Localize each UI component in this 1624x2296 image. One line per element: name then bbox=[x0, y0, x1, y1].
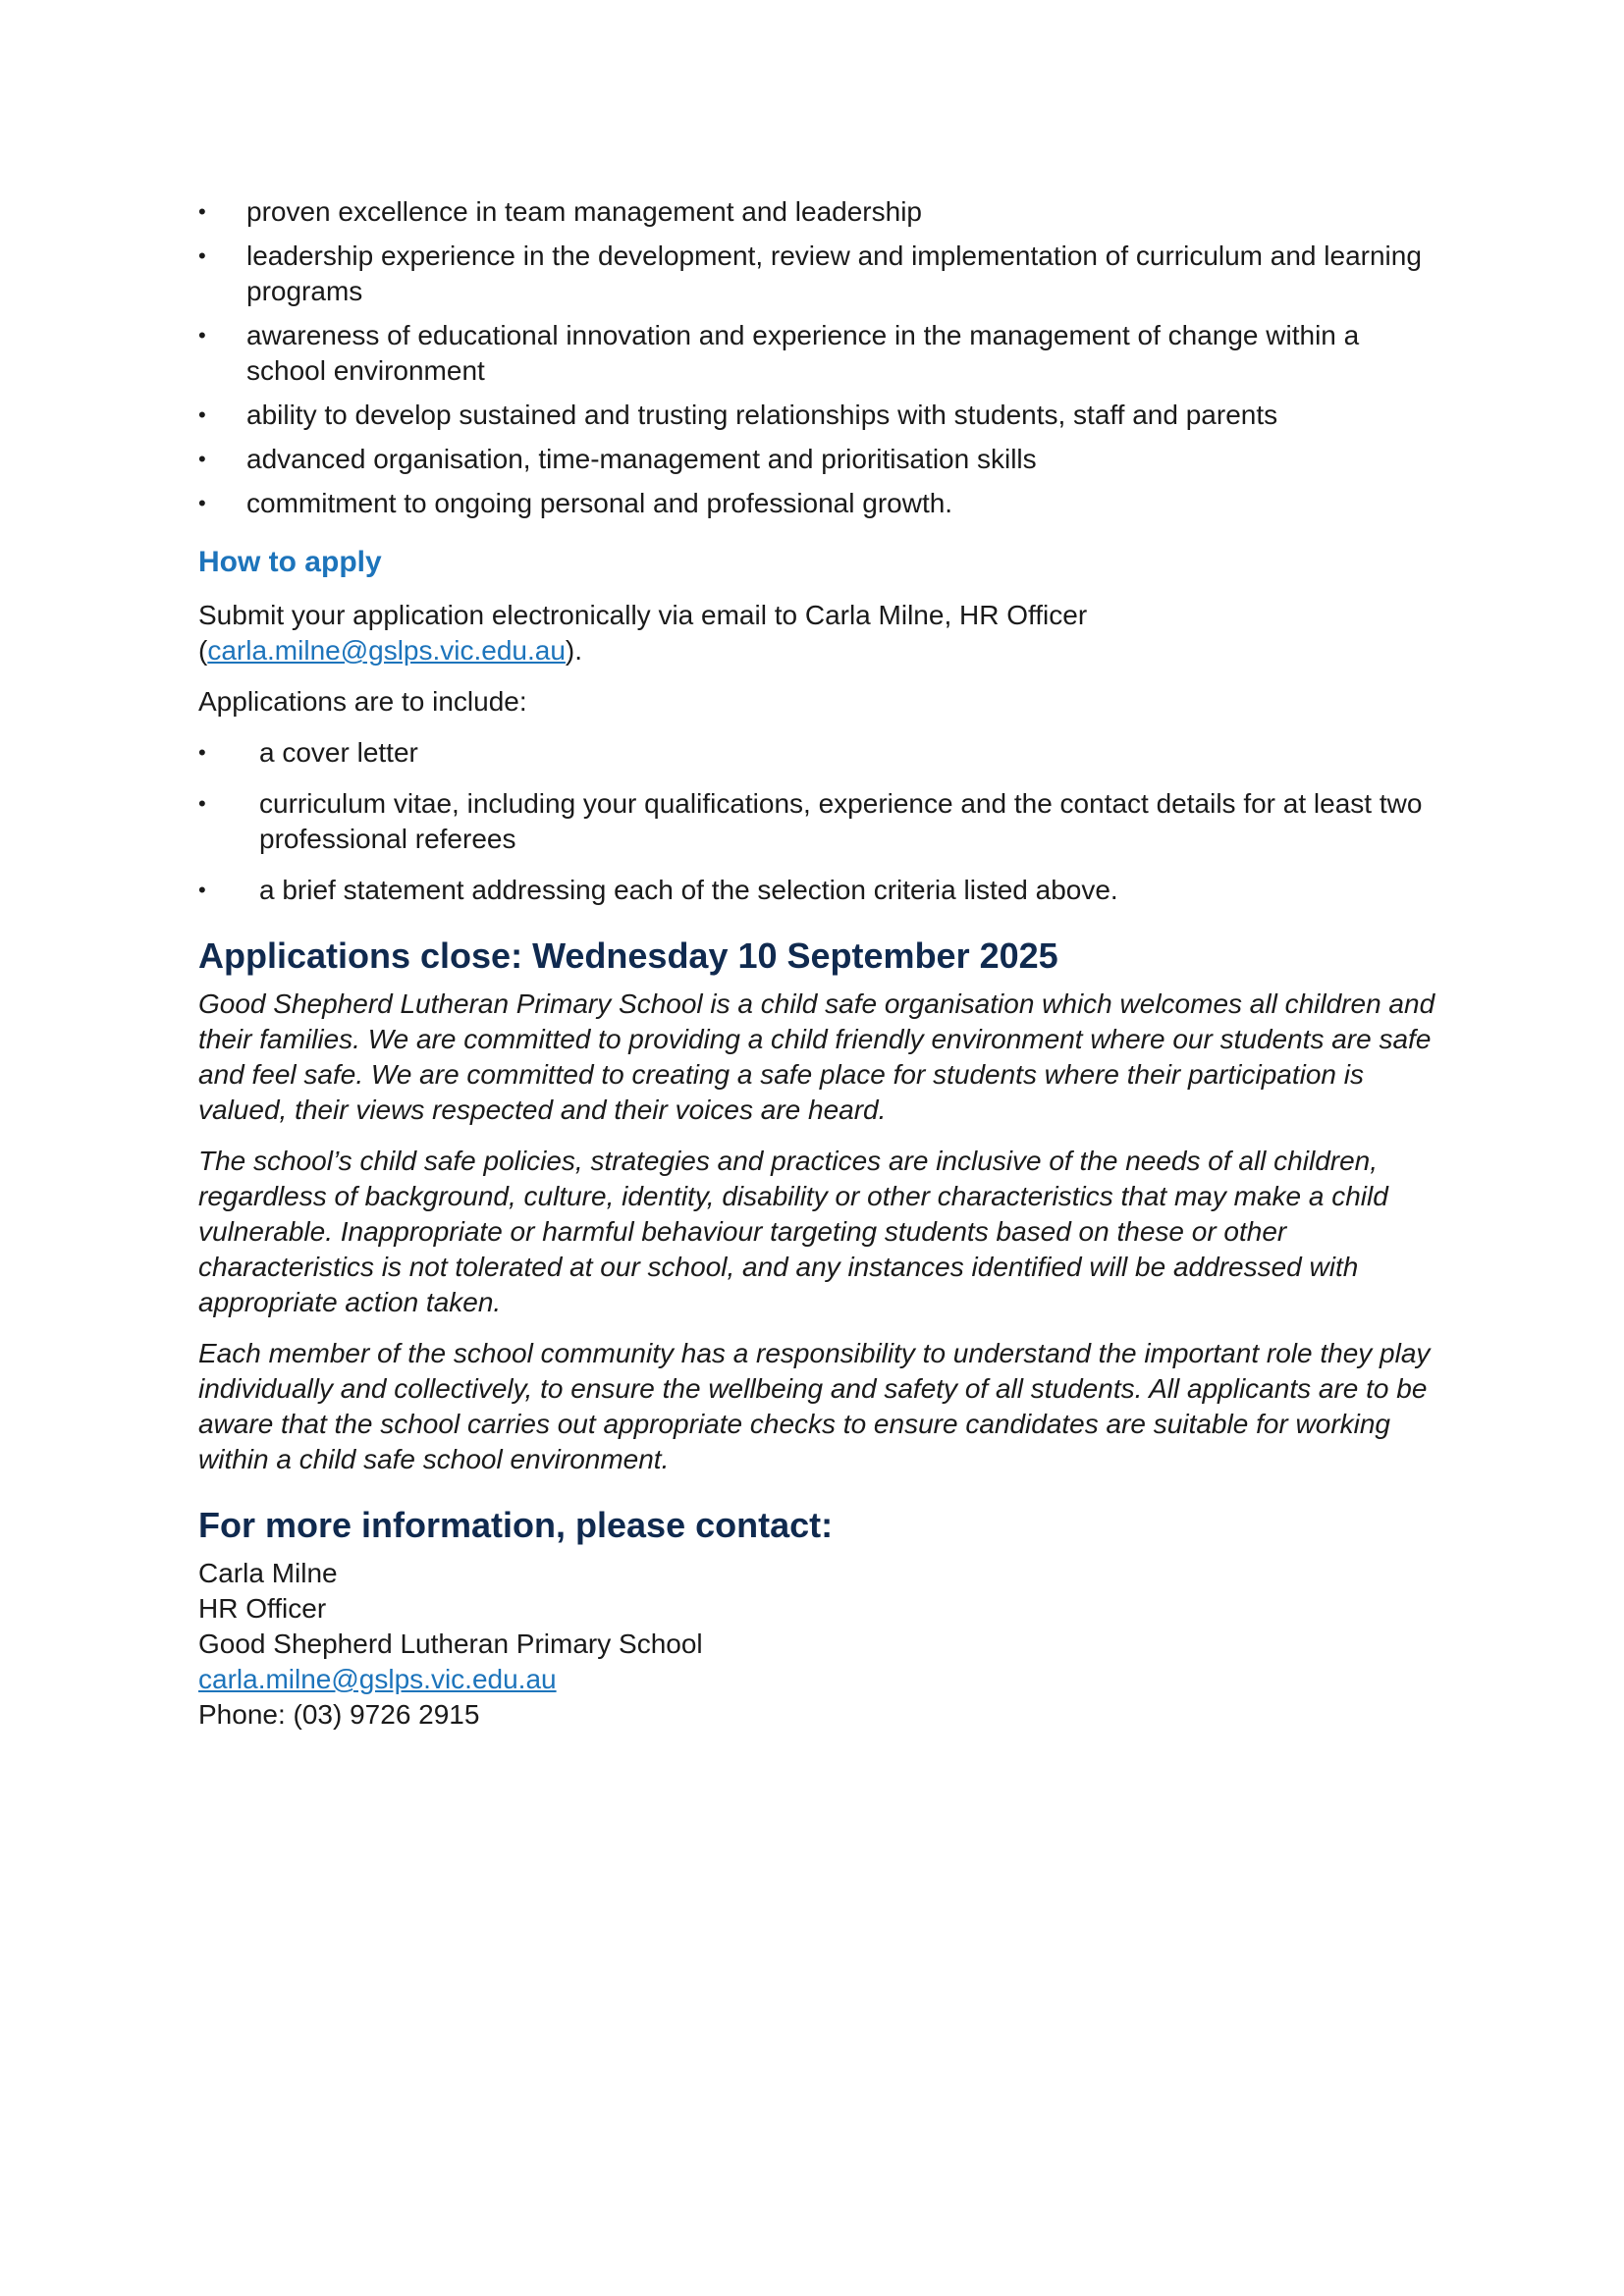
contact-email-link[interactable]: carla.milne@gslps.vic.edu.au bbox=[198, 1664, 557, 1694]
bullet-icon: • bbox=[198, 491, 206, 515]
applications-close-heading: Applications close: Wednesday 10 September 2025 bbox=[198, 935, 1058, 976]
requirement-text: curriculum vitae, including your qualifications, experience and the contact details for at least two professional referees bbox=[259, 788, 1423, 854]
bullet-icon: • bbox=[198, 402, 206, 427]
bullet-icon: • bbox=[198, 447, 206, 471]
contact-phone: Phone: (03) 9726 2915 bbox=[198, 1699, 480, 1730]
hr-email-link[interactable]: carla.milne@gslps.vic.edu.au bbox=[207, 635, 566, 666]
list-item bbox=[198, 442, 1445, 477]
criteria-text: awareness of educational innovation and experience in the management of change within a school environment bbox=[246, 320, 1360, 386]
bullet-icon: • bbox=[198, 740, 206, 765]
list-item bbox=[198, 318, 1445, 389]
document-page bbox=[198, 194, 1445, 1733]
bullet-icon: • bbox=[198, 243, 206, 268]
requirement-text: a brief statement addressing each of the selection criteria listed above. bbox=[259, 875, 1118, 905]
application-requirements-list bbox=[198, 735, 1445, 908]
child-safe-statement-1: Good Shepherd Lutheran Primary School is a child safe organisation which welcomes all children and their families. We are committed to providing a child friendly environment where our students are safe and feel safe. We are committed to creating a safe place for students where their participation is valued, their views respected and their voices are heard. bbox=[198, 988, 1435, 1125]
apply-intro-end: ). bbox=[565, 635, 583, 666]
criteria-text: proven excellence in team management and leadership bbox=[246, 196, 922, 227]
criteria-text: ability to develop sustained and trusting relationships with students, staff and parents bbox=[246, 400, 1278, 430]
include-label: Applications are to include: bbox=[198, 686, 527, 717]
list-item bbox=[198, 735, 1445, 771]
list-item bbox=[198, 786, 1445, 857]
bullet-icon: • bbox=[198, 791, 206, 816]
criteria-text: advanced organisation, time-management and prioritisation skills bbox=[246, 444, 1037, 474]
list-item bbox=[198, 239, 1445, 309]
contact-role: HR Officer bbox=[198, 1593, 327, 1624]
bullet-icon: • bbox=[198, 323, 206, 347]
how-to-apply-heading: How to apply bbox=[198, 546, 382, 578]
bullet-icon: • bbox=[198, 878, 206, 902]
requirement-text: a cover letter bbox=[259, 737, 418, 768]
list-item bbox=[198, 194, 1445, 230]
list-item bbox=[198, 873, 1445, 908]
contact-organisation: Good Shepherd Lutheran Primary School bbox=[198, 1629, 703, 1659]
contact-details bbox=[198, 1556, 1445, 1733]
criteria-text: commitment to ongoing personal and professional growth. bbox=[246, 488, 953, 518]
child-safe-statement-2: The school’s child safe policies, strategies and practices are inclusive of the needs of all children, regardless of background, culture, identity, disability or other characteristics that may make a child vulnerable. Inappropriate or harmful behaviour targeting students based on these or other characteristics is not tolerated at our school, and any instances identified will be addressed with appropriate action taken. bbox=[198, 1146, 1388, 1317]
list-item bbox=[198, 486, 1445, 521]
child-safe-statement-3: Each member of the school community has a responsibility to understand the important role they play individually and collectively, to ensure the wellbeing and safety of all students. All applicants are to be aware that the school carries out appropriate checks to ensure candidates are suitable for working within a child safe school environment. bbox=[198, 1338, 1431, 1474]
criteria-text: leadership experience in the development, review and implementation of curriculum and learning programs bbox=[246, 240, 1422, 306]
apply-instructions bbox=[198, 598, 1445, 668]
contact-name: Carla Milne bbox=[198, 1558, 338, 1588]
list-item bbox=[198, 398, 1445, 433]
contact-heading: For more information, please contact: bbox=[198, 1505, 834, 1545]
apply-intro-text: Submit your application electronically via email to Carla Milne, HR Officer ( bbox=[198, 600, 1088, 666]
selection-criteria-list bbox=[198, 194, 1445, 521]
bullet-icon: • bbox=[198, 199, 206, 224]
